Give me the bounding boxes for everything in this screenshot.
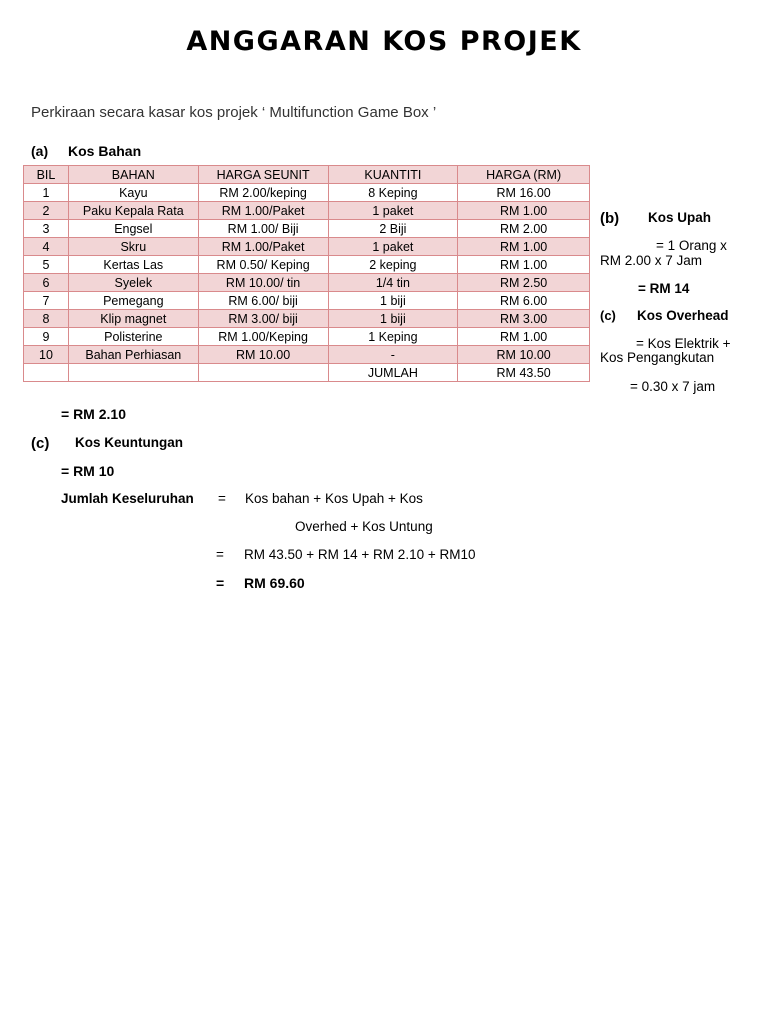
cell-kuantiti: 1 paket bbox=[328, 202, 458, 220]
cell-harga: RM 6.00 bbox=[458, 292, 590, 310]
grand-total-eq1: = bbox=[218, 491, 226, 506]
cell-bil: 5 bbox=[24, 256, 69, 274]
materials-cost-table bbox=[23, 165, 590, 382]
section-c-overhead-label: Kos Overhead bbox=[637, 308, 729, 323]
section-c-profit-letter: (c) bbox=[31, 435, 50, 452]
table-row bbox=[24, 202, 590, 220]
header-harga-seunit: HARGA SEUNIT bbox=[198, 166, 328, 184]
section-c-overhead-result: = RM 2.10 bbox=[61, 406, 126, 422]
cell-bil: 4 bbox=[24, 238, 69, 256]
cell-empty bbox=[24, 364, 69, 382]
table-row bbox=[24, 346, 590, 364]
total-value: RM 43.50 bbox=[458, 364, 590, 382]
cell-bahan: Klip magnet bbox=[68, 310, 198, 328]
cell-kuantiti: 1/4 tin bbox=[328, 274, 458, 292]
grand-total-line3: RM 43.50 + RM 14 + RM 2.10 + RM10 bbox=[244, 547, 476, 562]
grand-total-line1: Kos bahan + Kos Upah + Kos bbox=[245, 491, 423, 506]
section-a-letter: (a) bbox=[31, 143, 49, 159]
total-label: JUMLAH bbox=[328, 364, 458, 382]
section-b-label: Kos Upah bbox=[648, 210, 712, 225]
cell-bil: 3 bbox=[24, 220, 69, 238]
cell-bahan: Paku Kepala Rata bbox=[68, 202, 198, 220]
table-total-row bbox=[24, 364, 590, 382]
cell-bahan: Polisterine bbox=[68, 328, 198, 346]
header-bil: BIL bbox=[24, 166, 69, 184]
cell-harga-seunit: RM 6.00/ biji bbox=[198, 292, 328, 310]
section-c-overhead-line3: = 0.30 x 7 jam bbox=[630, 379, 716, 394]
cell-harga-seunit: RM 1.00/ Biji bbox=[198, 220, 328, 238]
cell-harga-seunit: RM 1.00/Keping bbox=[198, 328, 328, 346]
grand-total-result: RM 69.60 bbox=[244, 575, 305, 591]
cell-bil: 10 bbox=[24, 346, 69, 364]
section-c-overhead-letter: (c) bbox=[600, 308, 616, 323]
header-harga: HARGA (RM) bbox=[458, 166, 590, 184]
section-b-result: = RM 14 bbox=[638, 281, 690, 296]
table-row bbox=[24, 256, 590, 274]
cell-harga: RM 1.00 bbox=[458, 202, 590, 220]
page-title: ANGGARAN KOS PROJEK bbox=[186, 26, 582, 57]
grand-total-label: Jumlah Keseluruhan bbox=[61, 491, 194, 506]
cell-harga-seunit: RM 2.00/keping bbox=[198, 184, 328, 202]
cell-kuantiti: 2 Biji bbox=[328, 220, 458, 238]
section-a-label: Kos Bahan bbox=[68, 143, 142, 159]
cell-bil: 7 bbox=[24, 292, 69, 310]
table-row bbox=[24, 184, 590, 202]
header-kuantiti: KUANTITI bbox=[328, 166, 458, 184]
grand-total-line2: Overhed + Kos Untung bbox=[295, 519, 433, 534]
cell-empty bbox=[198, 364, 328, 382]
cell-bahan: Kayu bbox=[68, 184, 198, 202]
cell-bahan: Pemegang bbox=[68, 292, 198, 310]
section-b-letter: (b) bbox=[600, 210, 620, 227]
cell-bil: 1 bbox=[24, 184, 69, 202]
cell-harga: RM 1.00 bbox=[458, 238, 590, 256]
cell-kuantiti: 1 Keping bbox=[328, 328, 458, 346]
cell-bahan: Bahan Perhiasan bbox=[68, 346, 198, 364]
cell-harga: RM 2.00 bbox=[458, 220, 590, 238]
cell-harga-seunit: RM 10.00/ tin bbox=[198, 274, 328, 292]
cell-bahan: Kertas Las bbox=[68, 256, 198, 274]
section-c-overhead-line2: Kos Pengangkutan bbox=[600, 350, 715, 365]
table-row bbox=[24, 238, 590, 256]
section-b-line2: RM 2.00 x 7 Jam bbox=[600, 253, 703, 268]
cell-harga-seunit: RM 10.00 bbox=[198, 346, 328, 364]
cell-kuantiti: 1 paket bbox=[328, 238, 458, 256]
cell-bil: 9 bbox=[24, 328, 69, 346]
table-row bbox=[24, 274, 590, 292]
cell-harga-seunit: RM 0.50/ Keping bbox=[198, 256, 328, 274]
cell-bahan: Skru bbox=[68, 238, 198, 256]
cell-bil: 6 bbox=[24, 274, 69, 292]
cell-harga: RM 1.00 bbox=[458, 256, 590, 274]
cell-kuantiti: - bbox=[328, 346, 458, 364]
table-header-row bbox=[24, 166, 590, 184]
grand-total-eq3: = bbox=[216, 575, 225, 591]
cell-kuantiti: 2 keping bbox=[328, 256, 458, 274]
cell-harga: RM 10.00 bbox=[458, 346, 590, 364]
cell-harga-seunit: RM 1.00/Paket bbox=[198, 202, 328, 220]
header-bahan: BAHAN bbox=[68, 166, 198, 184]
table-row bbox=[24, 310, 590, 328]
table-row bbox=[24, 292, 590, 310]
section-c-profit-result: = RM 10 bbox=[61, 463, 115, 479]
cell-kuantiti: 1 biji bbox=[328, 310, 458, 328]
cell-harga: RM 2.50 bbox=[458, 274, 590, 292]
cell-harga: RM 3.00 bbox=[458, 310, 590, 328]
intro-text: Perkiraan secara kasar kos projek ‘ Multifunction Game Box ’ bbox=[31, 104, 437, 121]
section-c-profit-label: Kos Keuntungan bbox=[75, 435, 183, 450]
cell-bahan: Engsel bbox=[68, 220, 198, 238]
cell-empty bbox=[68, 364, 198, 382]
table-row bbox=[24, 220, 590, 238]
cell-kuantiti: 8 Keping bbox=[328, 184, 458, 202]
cell-bil: 8 bbox=[24, 310, 69, 328]
cell-bil: 2 bbox=[24, 202, 69, 220]
grand-total-eq2: = bbox=[216, 547, 224, 562]
cell-harga-seunit: RM 3.00/ biji bbox=[198, 310, 328, 328]
section-c-overhead-line1: = Kos Elektrik + bbox=[636, 336, 731, 351]
cell-harga-seunit: RM 1.00/Paket bbox=[198, 238, 328, 256]
cell-harga: RM 16.00 bbox=[458, 184, 590, 202]
cell-bahan: Syelek bbox=[68, 274, 198, 292]
table-row bbox=[24, 328, 590, 346]
cell-harga: RM 1.00 bbox=[458, 328, 590, 346]
section-b-line1: = 1 Orang x bbox=[656, 238, 727, 253]
cell-kuantiti: 1 biji bbox=[328, 292, 458, 310]
